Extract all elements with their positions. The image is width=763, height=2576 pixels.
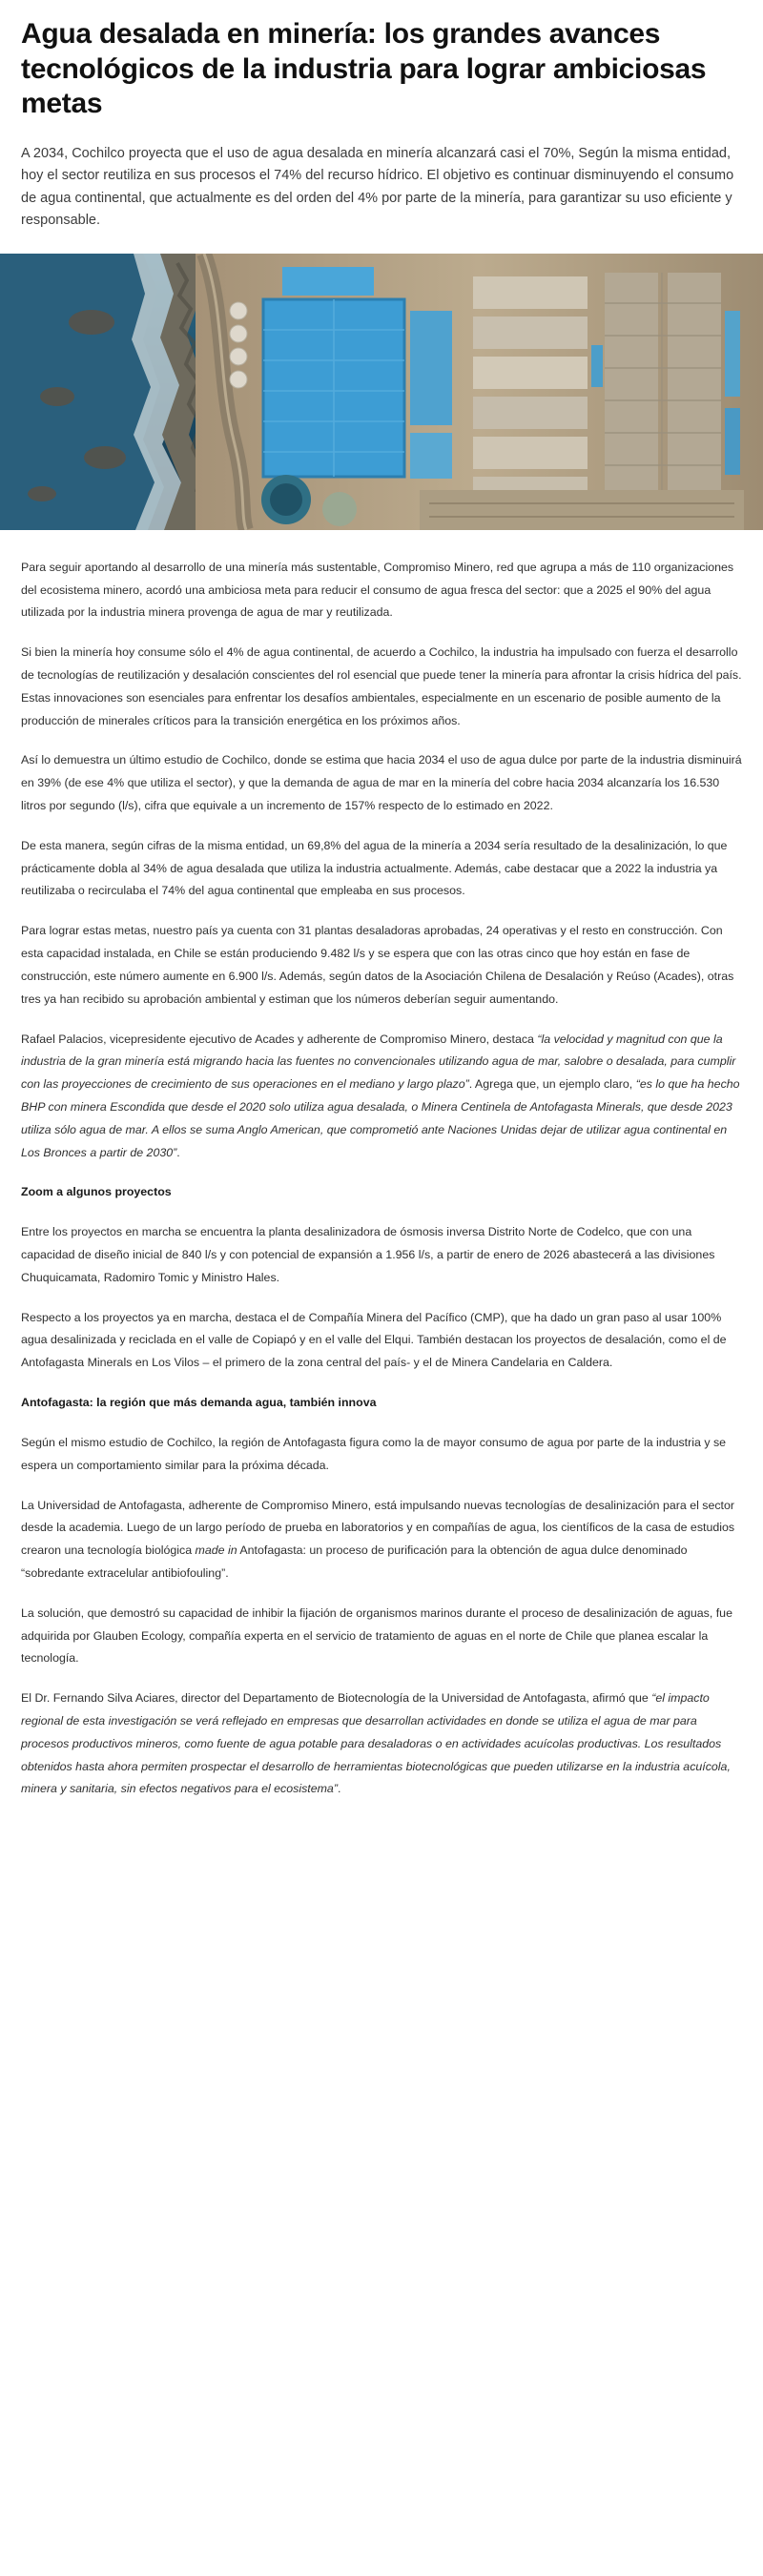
plain-text: El Dr. Fernando Silva Aciares, director del Departamento de Biotecnología de la Universidad de Antofagasta, afirmó que <box>21 1691 652 1706</box>
quoted-text: made in <box>195 1544 237 1558</box>
plain-text: Rafael Palacios, vicepresidente ejecutivo de Acades y adherente de Compromiso Minero, destaca <box>21 1032 538 1046</box>
plain-text: . Agrega que, un ejemplo claro, <box>468 1077 636 1092</box>
plain-text: . <box>176 1145 180 1159</box>
paragraph: Para lograr estas metas, nuestro país ya cuenta con 31 plantas desaladoras aprobadas, 24 operativas y el resto en construcción. Con esta capacidad instalada, en Chile se están produciendo 9.482 l/s y se espera que con las otras cinco que hoy están en fase de construcción, este número aumente en 6.900 l/s. Además, según datos de la Asociación Chilena de Desalación y Reúso (Acades), otras tres ya han recibido su aprobación ambiental y estiman que los números deberían seguir aumentando. <box>21 924 734 1006</box>
quoted-text: “el impacto regional de esta investigación se verá reflejado en empresas que desarrollan actividades en donde se utiliza el agua de mar para procesos productivos mineros, como fuente de agua potable para desaladoras o en actividades acuícolas productivas. Los resultados obtenidos hasta ahora permiten prospectar el desarrollo de herramientas biotecnológicas que pueden utilizarse en la industria acuícola, minera y sanitaria, sin efectos negativos para el ecosistema” <box>21 1691 731 1796</box>
hero-image <box>0 254 763 530</box>
paragraph-with-quote <box>21 1687 742 1801</box>
paragraph: Entre los proyectos en marcha se encuentra la planta desalinizadora de ósmosis inversa Distrito Norte de Codelco, que con una capacidad de diseño inicial de 840 l/s y con potencial de expansión a 1.956 l/s, a partir de enero de 2026 abastecerá a las divisiones Chuquicamata, Radomiro Tomic y Ministro Hales. <box>21 1225 715 1284</box>
paragraph: La solución, que demostró su capacidad de inhibir la fijación de organismos marinos durante el proceso de desalinización de aguas, fue adquirida por Glauben Ecology, compañía experta en el servicio de tratamiento de aguas en el norte de Chile que planea escalar la tecnología. <box>21 1605 732 1666</box>
paragraph: Así lo demuestra un último estudio de Cochilco, donde se estima que hacia 2034 el uso de agua dulce por parte de la industria disminuirá en 39% (de ese 4% que utiliza el sector), y que la demanda de agua de mar en la minería del cobre hacia 2034 alcanzaría los 16.530 litros por segundo (l/s), cifra que equivale a un incremento de 157% respecto de lo estimado en 2022. <box>21 753 742 813</box>
article-body <box>0 557 763 1848</box>
page-title: Agua desalada en minería: los grandes avances tecnológicos de la industria para lograr ambiciosas metas <box>21 18 707 120</box>
article-header <box>0 0 763 233</box>
quoted-text: “es lo que ha hecho BHP con minera Escondida que desde el 2020 solo utiliza agua desalada, o Minera Centinela de Antofagasta Minerals, que desde 2023 utiliza sólo agua de mar. A ellos se suma Anglo American, que comprometió ante Naciones Unidas dejar de utilizar agua continental en Los Bronces a partir de 2030” <box>21 1077 740 1159</box>
section-subheading: Antofagasta: la región que más demanda agua, también innova <box>21 1396 377 1410</box>
plain-text: La Universidad de Antofagasta, adherente de Compromiso Minero, está impulsando nuevas tecnologías de desalinización para el sector desde la academia. Luego de un largo período de prueba en laboratorios y en compañías de agua, los científicos de la casa de estudios crearon una tecnología biológica <box>21 1498 735 1558</box>
paragraph: Para seguir aportando al desarrollo de una minería más sustentable, Compromiso Minero, red que agrupa a más de 110 organizaciones del ecosistema minero, acordó una ambiciosa meta para reducir el consumo de agua fresca del sector: que a 2025 el 90% del agua utilizada por la industria minera provenga de agua de mar y reutilizada. <box>21 560 734 620</box>
article-lead: A 2034, Cochilco proyecta que el uso de agua desalada en minería alcanzará casi el 70%, Según la misma entidad, hoy el sector reutiliza en sus procesos el 74% del recurso hídrico. El objetivo es continuar disminuyendo el consumo de agua continental, que actualmente es del orden del 4% por parte de la minería, para garantizar su uso eficiente y responsable. <box>21 145 734 229</box>
paragraph-with-quote <box>21 1029 742 1165</box>
paragraph: Según el mismo estudio de Cochilco, la región de Antofagasta figura como la de mayor consumo de agua por parte de la industria y se espera un comportamiento similar para la próxima década. <box>21 1435 727 1472</box>
paragraph-with-quote <box>21 1495 742 1585</box>
paragraph: Si bien la minería hoy consume sólo el 4% de agua continental, de acuerdo a Cochilco, la industria ha impulsado con fuerza el desarrollo de tecnologías de reutilización y desalación conscientes del rol esencial que puede tener la minería para afrontar la crisis hídrica del país. Estas innovaciones son esenciales para enfrentar los desafíos ambientales, especialmente en un escenario de posible aumento de la producción de minerales críticos para la transición energética en los próximos años. <box>21 645 742 727</box>
paragraph: Respecto a los proyectos ya en marcha, destaca el de Compañía Minera del Pacífico (CMP), que ha dado un gran paso al usar 100% agua desalinizada y reciclada en el valle de Copiapó y en el valle del Elqui. También destacan los proyectos de desalación, como el de Antofagasta Minerals en Los Vilos – el primero de la zona central del país- y el de Minera Candelaria en Caldera. <box>21 1310 727 1370</box>
hero-figure <box>0 254 763 530</box>
plain-text: . <box>337 1782 341 1796</box>
plain-text: Antofagasta: un proceso de purificación para la obtención de agua dulce denominado “sobredante extracelular antibiofouling”. <box>21 1544 688 1580</box>
paragraph: De esta manera, según cifras de la misma entidad, un 69,8% del agua de la minería a 2034 sería resultado de la desalinización, lo que prácticamente dobla al 34% de agua desalada que utiliza la industria actualmente. Además, cabe destacar que a 2022 la industria ya reutilizaba o recirculaba el 74% del agua continental que empleaba en sus procesos. <box>21 838 728 898</box>
section-subheading: Zoom a algunos proyectos <box>21 1185 172 1199</box>
quoted-text: “la velocidad y magnitud con que la industria de la gran minería está migrando hacia las fuentes no convencionales utilizando agua de mar, salobre o desalada, para cumplir con las proyecciones de crecimiento de sus operaciones en el mediano y largo plazo” <box>21 1032 736 1092</box>
